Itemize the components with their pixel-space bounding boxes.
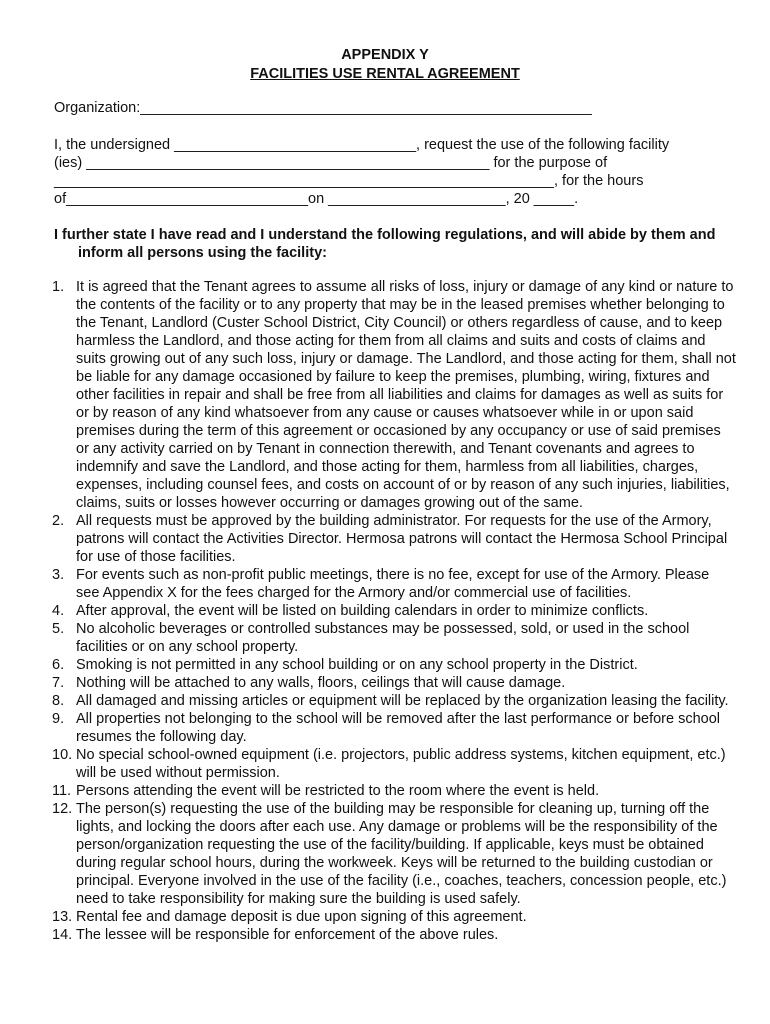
rule-item [52, 278, 736, 512]
rule-item [52, 710, 736, 746]
rules-list [52, 278, 736, 944]
rule-item [52, 566, 736, 602]
rule-text: It is agreed that the Tenant agrees to assume all risks of loss, injury or damage of any kind or nature to the contents of the facility or to any property that may be in the leased premises whether belonging to the Tenant, Landlord (Custer School District, City Council) or others regardless of cause, and to keep harmless the Landlord, and those acting for them from all claims and suits and costs of claims and suits growing out of any such loss, injury or damage. The Landlord, and those acting for them, shall not be liable for any damage occasioned by failure to keep the premises, plumbing, wiring, fixtures and other facilities in repair and shall be free from all liabilities and claims for damages as well as suits for or by reason of any kind whatsoever from any cause or causes whatsoever while in or upon said premises during the term of this agreement or occasioned by any occupancy or use of said premises or any activity carried on by Tenant in connection therewith, and Tenant covenants and agrees to indemnify and save the Landlord, and those acting for them, harmless from all liabilities, charges, expenses, including counsel fees, and costs on account of or by reason of any such injuries, liabilities, claims, suits or losses however occurring or damages growing out of the same. [76, 279, 736, 511]
rule-text: No special school-owned equipment (i.e. projectors, public address systems, kitchen equipment, etc.) will be used without permission. [76, 747, 726, 781]
rule-number: 4. [52, 603, 65, 619]
organization-field[interactable]: Organization:________________________________________________________ [54, 100, 592, 116]
undersigned-line-4[interactable]: of______________________________on ______________________, 20 _____. [54, 191, 579, 207]
undersigned-line-3[interactable]: ______________________________________________________________, for the hours [54, 173, 644, 189]
rule-number: 9. [52, 711, 65, 727]
rule-text: Rental fee and damage deposit is due upon signing of this agreement. [76, 909, 527, 925]
rule-item [52, 674, 736, 692]
rule-number: 10. [52, 747, 73, 763]
rule-text: For events such as non-profit public meetings, there is no fee, except for use of the Armory. Please see Appendix X for the fees charged for the Armory and/or commercial use of facilities. [76, 567, 710, 601]
rule-text: All damaged and missing articles or equipment will be replaced by the organization leasing the facility. [76, 693, 729, 709]
rule-text: The lessee will be responsible for enforcement of the above rules. [76, 927, 499, 943]
rule-text: The person(s) requesting the use of the building may be responsible for cleaning up, turning off the lights, and locking the doors after each use. Any damage or problems will be the responsibility of the person/organization requesting the use of the facility/building. If applicable, keys must be obtained during regular school hours, during the workweek. Keys will be returned to the building custodian or principal. Everyone involved in the use of the facility (i.e., coaches, teachers, concession people, etc.) need to take responsibility for making sure the building is used safely. [76, 801, 727, 907]
rule-number: 3. [52, 567, 65, 583]
rule-number: 6. [52, 657, 65, 673]
rule-item [52, 620, 736, 656]
rule-text: All properties not belonging to the school will be removed after the last performance or before school resumes the following day. [76, 711, 720, 745]
rule-text: Smoking is not permitted in any school building or on any school property in the District. [76, 657, 638, 673]
rule-number: 2. [52, 513, 65, 529]
rule-number: 7. [52, 675, 65, 691]
rule-item [52, 926, 736, 944]
rule-number: 12. [52, 801, 73, 817]
rule-number: 14. [52, 927, 73, 943]
rule-text: Persons attending the event will be restricted to the room where the event is held. [76, 783, 600, 799]
rule-text: No alcoholic beverages or controlled substances may be possessed, sold, or used in the school facilities or on any school property. [76, 621, 690, 655]
rule-text: Nothing will be attached to any walls, floors, ceilings that will cause damage. [76, 675, 566, 691]
rule-number: 11. [52, 783, 72, 799]
rule-item [52, 692, 736, 710]
rule-number: 5. [52, 621, 65, 637]
undersigned-line-2[interactable]: (ies) __________________________________________________ for the purpose of [54, 155, 608, 171]
appendix-title: APPENDIX Y [341, 47, 429, 63]
rule-item [52, 512, 736, 566]
rule-text: After approval, the event will be listed on building calendars in order to minimize conflicts. [76, 603, 649, 619]
agreement-statement: I further state I have read and I understand the following regulations, and will abide by them and inform all persons using the facility: [54, 227, 716, 261]
rule-number: 1. [52, 279, 65, 295]
rule-number: 13. [52, 909, 73, 925]
rule-item [52, 908, 736, 926]
undersigned-line-1[interactable]: I, the undersigned ______________________________, request the use of the following facility [54, 137, 670, 153]
rule-item [52, 800, 736, 908]
rule-item [52, 656, 736, 674]
rule-text: All requests must be approved by the building administrator. For requests for the use of the Armory, patrons will contact the Activities Director. Hermosa patrons will contact the Hermosa School Principal for use of those facilities. [76, 513, 728, 565]
rule-item [52, 746, 736, 782]
rule-number: 8. [52, 693, 65, 709]
rule-item [52, 602, 736, 620]
agreement-title: FACILITIES USE RENTAL AGREEMENT [250, 66, 520, 82]
rule-item [52, 782, 736, 800]
